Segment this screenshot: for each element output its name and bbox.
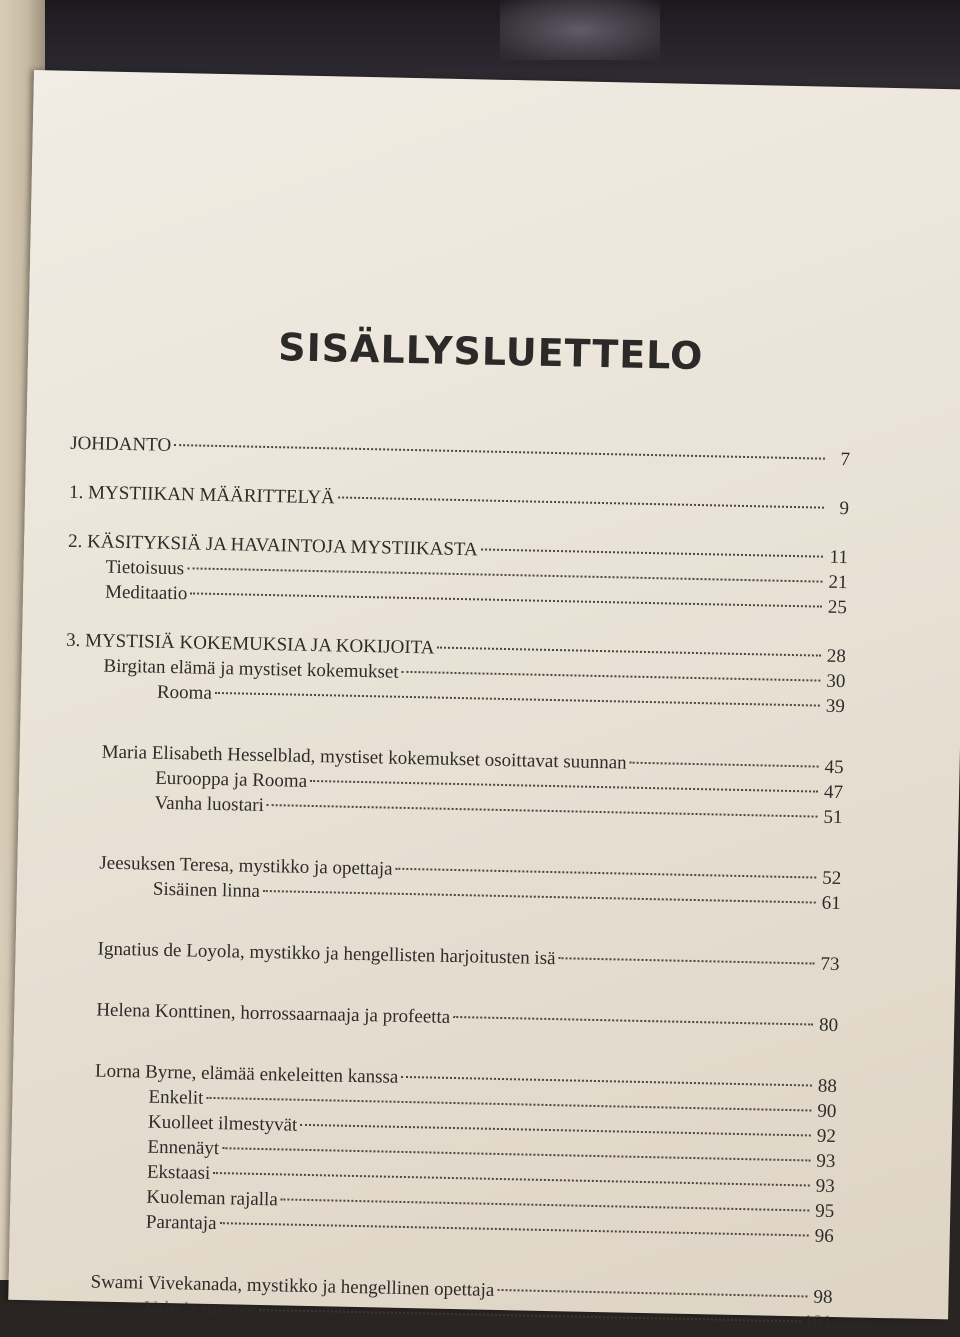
toc-entry xyxy=(69,480,849,521)
toc-entry-label: JOHDANTO xyxy=(69,432,172,456)
toc-entry-label: Lorna Byrne, elämää enkeleitten kanssa xyxy=(94,1060,399,1088)
dot-leader xyxy=(206,1097,811,1112)
toc-entry-page: 95 xyxy=(815,1200,835,1223)
background-object xyxy=(500,0,660,60)
table-of-contents xyxy=(52,431,850,1335)
toc-entry-label: Rooma xyxy=(156,681,213,704)
toc-entry-page: 25 xyxy=(827,596,848,619)
toc-entry-label: Tietoisuus xyxy=(105,556,185,580)
toc-entry-label: Kuolleet ilmestyvät xyxy=(147,1111,298,1136)
toc-entry-page: 39 xyxy=(825,695,846,718)
dot-leader xyxy=(259,1309,801,1322)
toc-entry-page: 88 xyxy=(817,1075,838,1098)
toc-entry-page: 21 xyxy=(828,571,848,594)
page-title: SISÄLLYSLUETTELO xyxy=(277,325,704,379)
toc-entry-label: 2. KÄSITYKSIÄ JA HAVAINTOJA MYSTIIKASTA xyxy=(67,530,478,561)
toc-entry-page: 9 xyxy=(839,497,850,520)
toc-entry xyxy=(59,936,839,977)
toc-entry-label: Helena Konttinen, horrossaarnaaja ja profeetta xyxy=(96,999,451,1028)
toc-entry-page: 80 xyxy=(818,1014,839,1037)
toc-entry-label: Swami Vivekanada, mystikko ja hengellinen opettaja xyxy=(90,1271,495,1301)
toc-entry-label: Vanha luostari xyxy=(154,792,265,816)
toc-entry-label: Ennenäyt xyxy=(147,1136,220,1160)
dot-leader xyxy=(396,868,817,879)
toc-entry-page: 61 xyxy=(821,892,841,915)
dot-leader xyxy=(453,1016,813,1026)
dot-leader xyxy=(338,496,824,508)
toc-entry-page: 11 xyxy=(829,546,849,569)
toc-entry-page: 28 xyxy=(826,645,847,668)
toc-entry xyxy=(58,997,838,1038)
toc-entry-label: Ignatius de Loyola, mystikko ja hengellisten harjoitusten isä xyxy=(97,938,556,970)
dot-leader xyxy=(300,1124,811,1137)
dot-leader xyxy=(630,762,819,768)
toc-entry-page: 51 xyxy=(823,806,843,829)
toc-entry-page: 98 xyxy=(813,1286,833,1308)
dot-leader xyxy=(187,567,822,582)
toc-entry-label: Eurooppa ja Rooma xyxy=(154,767,308,792)
dot-leader xyxy=(310,780,818,793)
dot-leader xyxy=(401,1076,812,1087)
toc-entry-page: 30 xyxy=(826,670,846,693)
toc-entry-label: Parantaja xyxy=(145,1211,217,1235)
dot-leader xyxy=(263,890,816,904)
dot-leader xyxy=(267,804,818,818)
toc-entry xyxy=(70,431,850,472)
toc-entry-label: Sisäinen linna xyxy=(152,878,261,902)
toc-entry-page: 7 xyxy=(840,448,851,471)
dot-leader xyxy=(437,647,820,657)
toc-entry-label: Ekstaasi xyxy=(146,1161,211,1184)
toc-entry-label: 3. MYSTISIÄ KOKEMUKSIA JA KOKIJOITA xyxy=(65,629,435,659)
toc-entry-page: 101 xyxy=(803,1311,833,1333)
toc-entry-label: Kuoleman rajalla xyxy=(146,1186,278,1211)
dot-leader xyxy=(497,1289,807,1297)
toc-entry-label: Meditaatio xyxy=(104,581,188,605)
book-page xyxy=(8,70,960,1333)
toc-entry-page: 90 xyxy=(817,1100,837,1123)
dot-leader xyxy=(559,957,815,964)
dot-leader xyxy=(215,692,820,707)
toc-entry-page: 47 xyxy=(823,781,844,804)
toc-entry-page: 93 xyxy=(816,1150,836,1173)
toc-entry-page: 45 xyxy=(824,756,844,779)
dot-leader xyxy=(402,671,821,682)
dot-leader xyxy=(174,444,825,460)
toc-entry-page: 92 xyxy=(816,1125,837,1148)
toc-entry-label: Birgitan elämä ja mystiset kokemukset xyxy=(103,655,399,683)
toc-entry-page: 93 xyxy=(815,1175,836,1198)
dot-leader xyxy=(220,1222,809,1236)
toc-entry-label: Valo ja mystee xyxy=(143,1297,257,1321)
dot-leader xyxy=(190,592,822,607)
toc-entry-page: 52 xyxy=(822,867,842,890)
toc-entry-page: 73 xyxy=(820,953,840,976)
toc-entry-label: Enkelit xyxy=(148,1086,204,1109)
dot-leader xyxy=(213,1172,810,1186)
dot-leader xyxy=(281,1198,810,1211)
toc-entry-page: 96 xyxy=(814,1225,834,1248)
toc-entry-label: 1. MYSTIIKAN MÄÄRITTELYÄ xyxy=(68,481,335,509)
dot-leader xyxy=(222,1147,810,1161)
dot-leader xyxy=(481,548,823,557)
toc-entry-label: Jeesuksen Teresa, mystikko ja opettaja xyxy=(99,852,393,880)
toc-entry-label: Maria Elisabeth Hesselblad, mystiset kokemukset osoittavat suunnan xyxy=(101,741,627,774)
